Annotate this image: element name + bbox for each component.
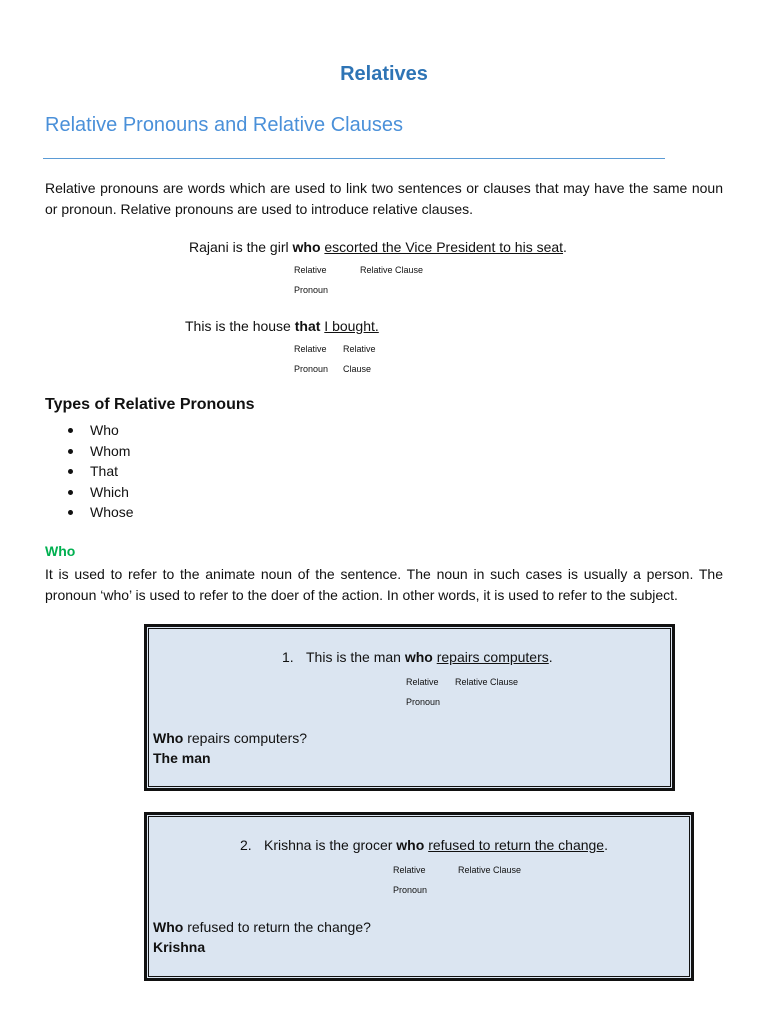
bullet-icon bbox=[68, 510, 73, 515]
relative-clause: I bought. bbox=[324, 318, 379, 334]
sentence-text: Rajani is the girl bbox=[189, 239, 293, 255]
example-sentence: 2. Krishna is the grocer who refused to return the change. bbox=[240, 837, 608, 853]
relative-pronoun: who bbox=[292, 239, 321, 255]
label-pronoun: Pronoun bbox=[294, 284, 329, 295]
label-relative: Relative bbox=[393, 865, 426, 875]
answer-line: Krishna bbox=[153, 939, 206, 955]
label-relative: Relative bbox=[294, 265, 327, 275]
label-pronoun: Pronoun bbox=[294, 363, 329, 374]
question-line: Who repairs computers? bbox=[153, 730, 308, 746]
example-2-labels bbox=[294, 340, 376, 379]
label-relative-clause: Relative Clause bbox=[458, 865, 522, 875]
relative-pronoun: that bbox=[294, 318, 321, 334]
intro-paragraph: Relative pronouns are words which are used to link two sentences or clauses that may have the same noun or pronoun. Relative pronouns are used to introduce relative clauses. bbox=[45, 180, 723, 217]
relative-clause: repairs computers bbox=[436, 649, 549, 665]
pronoun-types-list bbox=[65, 420, 134, 523]
label-relative: Relative bbox=[294, 344, 327, 354]
bullet-icon bbox=[68, 469, 73, 474]
label-pronoun: Pronoun bbox=[393, 884, 428, 895]
list-item: Which bbox=[65, 482, 134, 503]
example-labels bbox=[406, 673, 518, 712]
item-number: 2. bbox=[240, 837, 252, 853]
label-relative: Relative bbox=[406, 677, 439, 687]
heading-divider bbox=[43, 158, 665, 159]
label-relative: Relative bbox=[343, 344, 376, 354]
example-sentence-1: Rajani is the girl who escorted the Vice President to his seat. bbox=[189, 239, 567, 255]
list-item: Whom bbox=[65, 441, 134, 462]
label-pronoun: Pronoun bbox=[406, 696, 441, 707]
example-sentence: 1. This is the man who repairs computers. bbox=[282, 649, 553, 665]
relative-clause: refused to return the change bbox=[428, 837, 605, 853]
list-item: Who bbox=[65, 420, 134, 441]
bullet-icon bbox=[68, 449, 73, 454]
who-heading: Who bbox=[45, 543, 76, 559]
bullet-icon bbox=[68, 490, 73, 495]
section-heading: Relative Pronouns and Relative Clauses bbox=[45, 114, 403, 136]
answer-line: The man bbox=[153, 750, 211, 766]
label-relative-clause: Relative Clause bbox=[455, 677, 519, 687]
list-item: Whose bbox=[65, 502, 134, 523]
who-paragraph: It is used to refer to the animate noun of the sentence. The noun in such cases is usually a person. The pronoun ‘who’ is used to refer to the doer of the action. In other words, it is used to refer to the subject. bbox=[45, 566, 723, 603]
example-labels bbox=[393, 861, 521, 900]
relative-pronoun: who bbox=[396, 837, 425, 853]
label-clause: Clause bbox=[343, 363, 372, 374]
question-line: Who refused to return the change? bbox=[153, 919, 371, 935]
example-1-labels bbox=[294, 261, 423, 300]
example-sentence-2 bbox=[185, 318, 379, 334]
label-relative-clause: Relative Clause bbox=[360, 265, 424, 275]
example-box-2 bbox=[144, 812, 694, 981]
list-item: That bbox=[65, 461, 134, 482]
bullet-icon bbox=[68, 428, 73, 433]
sentence-text: This is the house bbox=[185, 318, 295, 334]
relative-pronoun: who bbox=[404, 649, 433, 665]
example-box-1 bbox=[144, 624, 675, 791]
item-number: 1. bbox=[282, 649, 294, 665]
relative-clause: escorted the Vice President to his seat bbox=[324, 239, 564, 255]
page-title: Relatives bbox=[340, 63, 428, 85]
types-heading: Types of Relative Pronouns bbox=[45, 396, 255, 413]
